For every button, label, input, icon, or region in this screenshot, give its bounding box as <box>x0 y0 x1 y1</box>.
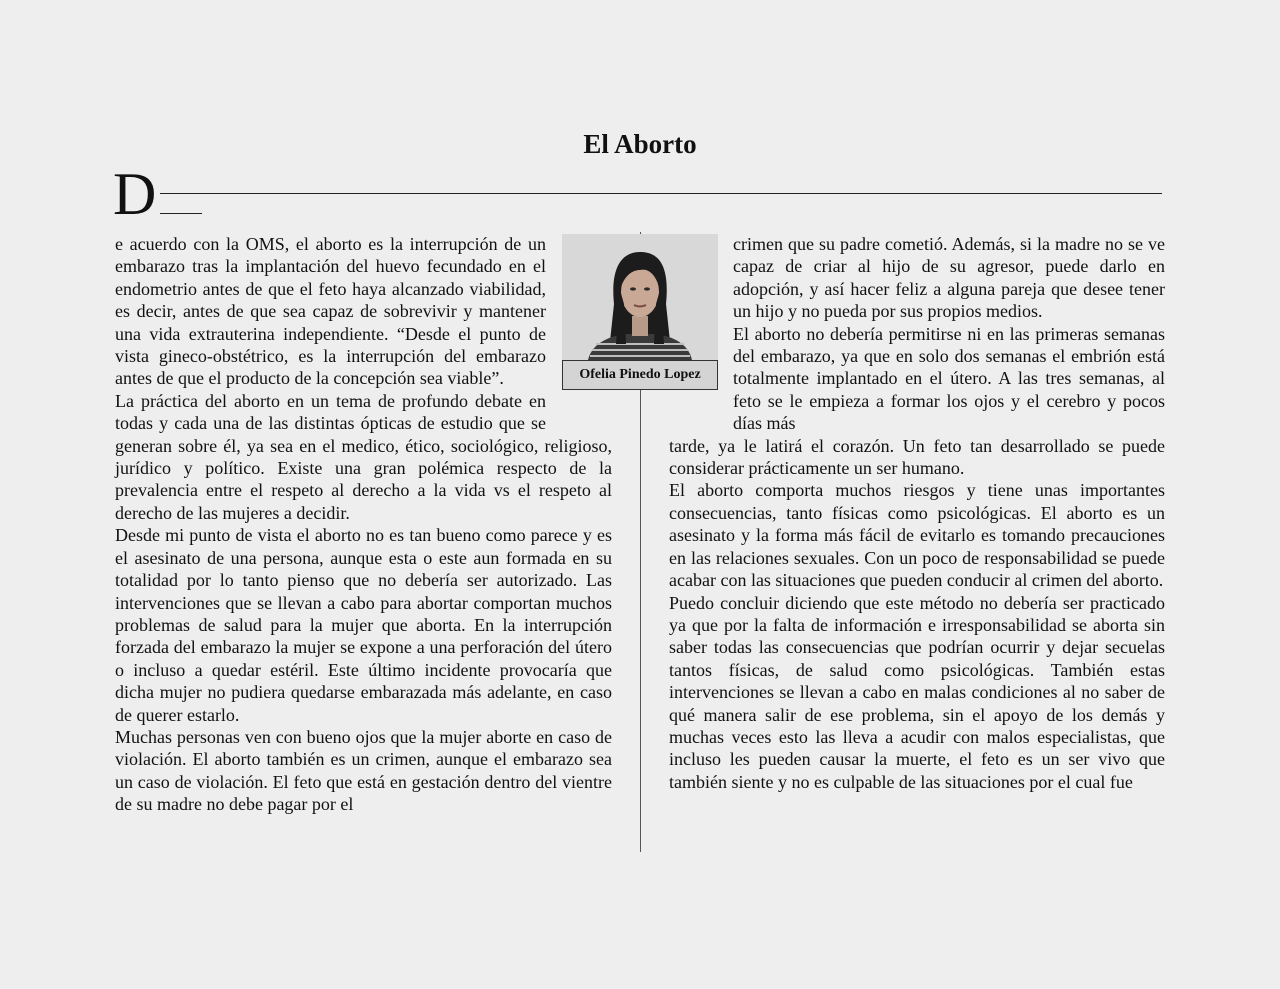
paragraph: e acuerdo con la OMS, el aborto es la interrupción de un embarazo tras la implantación del huevo fecundado en el endometrio antes de que el feto haya alcanzado viabilidad, es decir, antes de que sea capaz de sobrevivir y mantener una vida extrauterina independiente. “Desde el punto de vista gineco-obstétrico, es la interrupción del embarazo antes de que el producto de la concepción sea viable”. <box>115 234 546 389</box>
photo-caption: Ofelia Pinedo Lopez <box>562 360 718 390</box>
title-rule <box>160 193 1162 194</box>
drop-cap: D <box>113 161 156 227</box>
paragraph: Puedo concluir diciendo que este método no debería ser practicado ya que por la falta de información e irresponsabilidad se aborta sin saber todas las consecuencias que podrían ocurrir y dejar secuelas tantos físicas, de salud como psicológicas. También estas intervenciones se llevan a cabo en malas condiciones al no saber de qué manera salir de ese problema, sin el apoyo de los demás y muchas veces esto las lleva a acudir con malos especialistas, que incluso les pueden causar la muerte, el feto es un ser vivo que también siente y no es culpable de las situaciones por el cual fue <box>669 592 1165 792</box>
paragraph: tarde, ya le latirá el corazón. Un feto tan desarrollado se puede considerar prácticamente un ser humano. <box>669 435 1165 479</box>
author-photo-box <box>562 234 718 390</box>
paragraph: La práctica del aborto en un tema de profundo debate en todas y cada una de las distintas ópticas de estudio que se generan sobre él, ya sea en el medico, ético, sociológico, religioso, jurídico y político. Existe una gran polémica respecto de la prevalencia entre el respeto al derecho a la vida vs el respeto al derecho de las mujeres a decidir. <box>115 390 612 523</box>
portrait-illustration <box>562 234 718 360</box>
left-column <box>115 233 612 816</box>
paragraph: Desde mi punto de vista el aborto no es tan bueno como parece y es el asesinato de una persona, aunque esta o este aun formada en su totalidad por lo tanto pienso que no debería ser autorizado. Las intervenciones que se llevan a cabo para abortar comportan muchos problemas de salud para la mujer que aborta. En la interrupción forzada del embarazo la mujer se expone a una perforación del útero o incluso a quedar estéril. Este último incidente provocaría que dicha mujer no pudiera quedarse embarazada más adelante, en caso de querer estarlo. <box>115 525 612 725</box>
drop-cap-rule <box>160 213 202 214</box>
article-title: El Aborto <box>583 129 697 159</box>
paragraph: El aborto no debería permitirse ni en las primeras semanas del embarazo, ya que en solo dos semanas el embrión está totalmente implantado en el útero. A las tres semanas, al feto se le empieza a formar los ojos y el cerebro y pocos días más <box>733 323 1165 434</box>
paragraph: El aborto comporta muchos riesgos y tiene unas importantes consecuencias, tanto físicas como psicológicas. El aborto es un asesinato y la forma más fácil de evitarlo es tomando precauciones en las relaciones sexuales. Con un poco de responsabilidad se puede acabar con las situaciones que pueden conducir al crimen del aborto. <box>669 480 1165 591</box>
right-column <box>669 233 1165 793</box>
author-photo <box>562 234 718 360</box>
paragraph: crimen que su padre cometió. Además, si la madre no se ve capaz de criar al hijo de su agresor, puede darlo en adopción, y así hacer feliz a alguna pareja que desee tener un hijo y no pueda por sus propios medios. <box>733 234 1165 322</box>
paragraph: Muchas personas ven con bueno ojos que la mujer aborte en caso de violación. El aborto también es un crimen, aunque el embarazo sea un caso de violación. El feto que está en gestación dentro del vientre de su madre no debe pagar por el <box>115 726 612 815</box>
